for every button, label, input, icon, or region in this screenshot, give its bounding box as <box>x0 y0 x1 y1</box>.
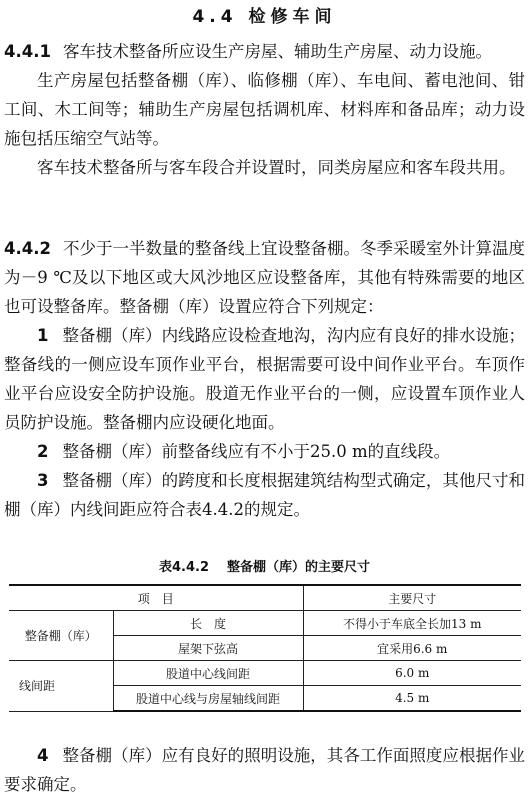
list-item <box>4 321 525 437</box>
header-size: 主要尺寸 <box>303 585 521 611</box>
clause-4-4-2 <box>4 234 525 524</box>
header-item: 项 目 <box>9 585 303 611</box>
table-header-row <box>9 585 521 611</box>
table-caption <box>0 556 529 575</box>
item-text: 整备棚（库）内线路应设检查地沟，沟内应有良好的排水设施；整备线的一侧应设车顶作业平台，根据需要可设中间作业平台。车顶作业平台应设安全防护设施。股道无作业平台的一侧，应设置车顶作业人员防护设施。整备棚内应设硬化地面。 <box>4 326 525 432</box>
table-row <box>9 661 521 686</box>
section-title: 4.4 检修车间 <box>192 7 337 27</box>
table-title: 整备棚（库）的主要尺寸 <box>227 560 371 575</box>
row-value: 宜采用6.6 m <box>303 636 521 661</box>
item-text: 整备棚（库）应有良好的照明设施，其各工作面照度应根据作业要求确定。 <box>4 746 525 794</box>
paragraph: 生产房屋包括整备棚（库）、临修棚（库）、车电间、蓄电池间、钳工间、木工间等；辅助生产房屋包括调机库、材料库和备品库；动力设施包括压缩空气站等。 <box>4 71 525 148</box>
item-4 <box>4 741 525 799</box>
clause-text: 客车技术整备所应设生产房屋、辅助生产房屋、动力设施。 <box>62 42 492 61</box>
table-number: 表4.4.2 <box>158 560 209 575</box>
dimensions-table <box>9 584 521 712</box>
group-label: 整备棚（库） <box>9 611 113 661</box>
clause-number: 4.4.1 <box>4 42 51 61</box>
item-text: 整备棚（库）的跨度和长度根据建筑结构型式确定，其他尺寸和棚（库）内线间距应符合表4.4.2的规定。 <box>4 471 525 519</box>
item-text: 整备棚（库）前整备线应有不小于25.0 m的直线段。 <box>62 442 451 461</box>
row-value: 4.5 m <box>303 686 521 712</box>
table-row <box>9 611 521 636</box>
item-number: 4 <box>37 746 49 765</box>
row-value: 6.0 m <box>303 661 521 686</box>
clause-text: 不少于一半数量的整备线上宜设整备棚。冬季采暖室外计算温度为－9 ℃及以下地区或大风沙地区应设整备库，其他有特殊需要的地区也可设整备库。整备棚（库）设置应符合下列规定： <box>4 239 525 316</box>
list-item <box>4 466 525 524</box>
clause-number: 4.4.2 <box>4 239 51 258</box>
clause-4-4-1 <box>4 37 525 182</box>
group-label: 线间距 <box>9 661 113 712</box>
list-item <box>4 437 525 466</box>
paragraph: 客车技术整备所与客车段合并设置时，同类房屋应和客车段共用。 <box>37 158 516 177</box>
item-number: 1 <box>37 326 49 345</box>
row-label: 长 度 <box>113 611 303 636</box>
row-label: 屋架下弦高 <box>113 636 303 661</box>
item-number: 2 <box>37 442 49 461</box>
row-label: 股道中心线间距 <box>113 661 303 686</box>
item-number: 3 <box>37 471 49 490</box>
row-label: 股道中心线与房屋轴线间距 <box>113 686 303 712</box>
row-value: 不得小于车底全长加13 m <box>303 611 521 636</box>
